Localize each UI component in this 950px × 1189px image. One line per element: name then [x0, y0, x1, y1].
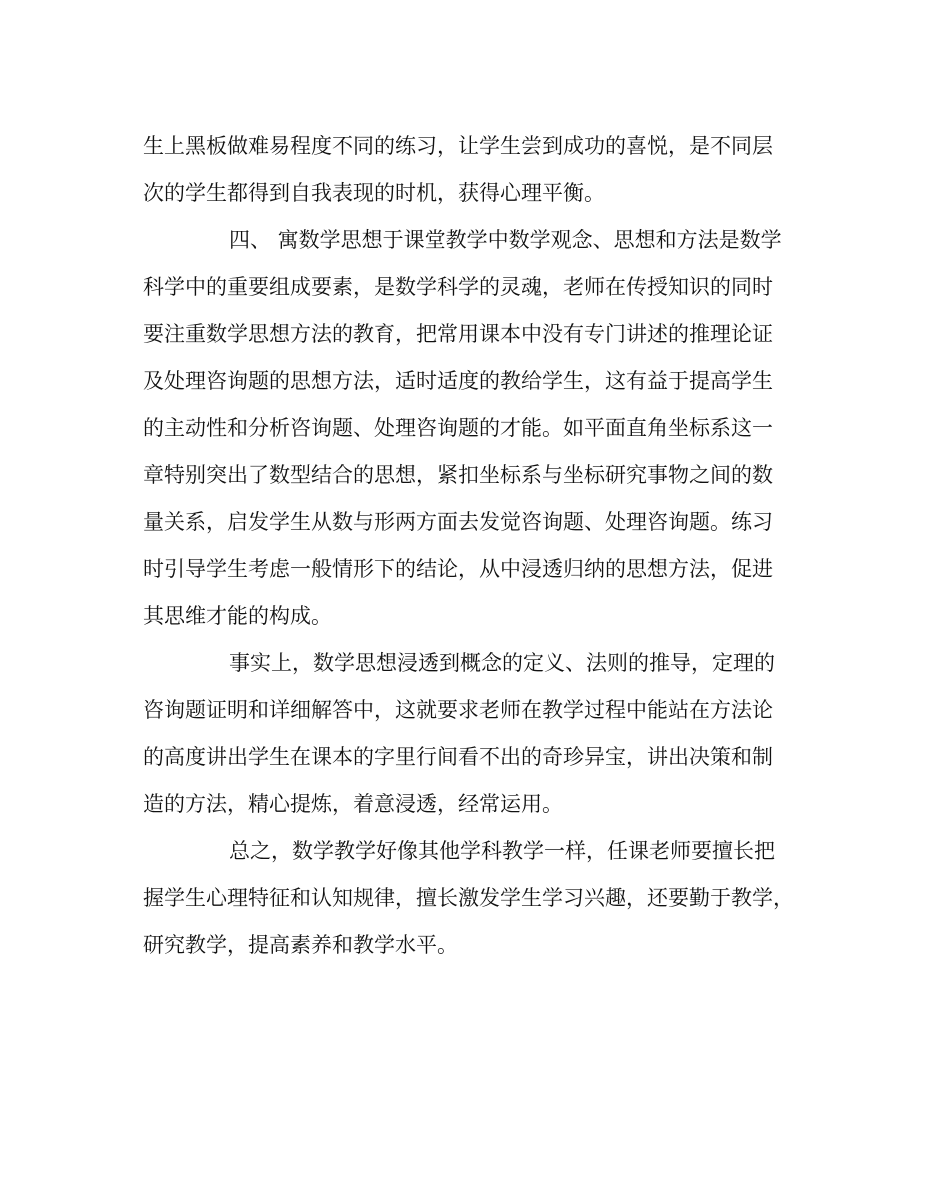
text-line: 握学生心理特征和认知规律，擅长激发学生学习兴趣，还要勤于教学， — [143, 886, 794, 910]
text-line: 造的方法，精心提炼，着意浸透，经常运用。 — [143, 792, 563, 816]
text-line: 及处理咨询题的思想方法，适时适度的教给学生，这有益于提高学生 — [143, 369, 773, 393]
text-line: 的主动性和分析咨询题、处理咨询题的才能。如平面直角坐标系这一 — [143, 416, 773, 440]
text-line: 时引导学生考虑一般情形下的结论，从中浸透归纳的思想方法，促进 — [143, 557, 773, 581]
paragraph-first-line: 总之，数学教学好像其他学科教学一样，任课老师要擅长把 — [229, 839, 775, 863]
section-heading-line: 四、 寓数学思想于课堂教学中数学观念、思想和方法是数学 — [229, 228, 782, 252]
paragraph-first-line: 事实上，数学思想浸透到概念的定义、法则的推导，定理的 — [229, 651, 775, 675]
text-line: 章特别突出了数型结合的思想，紧扣坐标系与坐标研究事物之间的数 — [143, 463, 773, 487]
text-line: 研究教学，提高素养和教学水平。 — [143, 933, 458, 957]
text-line: 其思维才能的构成。 — [143, 604, 332, 628]
text-line: 量关系，启发学生从数与形两方面去发觉咨询题、处理咨询题。练习 — [143, 510, 773, 534]
text-line: 的高度讲出学生在课本的字里行间看不出的奇珍异宝，讲出决策和制 — [143, 745, 773, 769]
text-line: 次的学生都得到自我表现的时机，获得心理平衡。 — [143, 181, 605, 205]
text-line: 生上黑板做难易程度不同的练习，让学生尝到成功的喜悦，是不同层 — [143, 134, 773, 158]
text-line: 要注重数学思想方法的教育，把常用课本中没有专门讲述的推理论证 — [143, 322, 773, 346]
text-line: 咨询题证明和详细解答中，这就要求老师在教学过程中能站在方法论 — [143, 698, 773, 722]
text-line: 科学中的重要组成要素，是数学科学的灵魂，老师在传授知识的同时 — [143, 275, 773, 299]
